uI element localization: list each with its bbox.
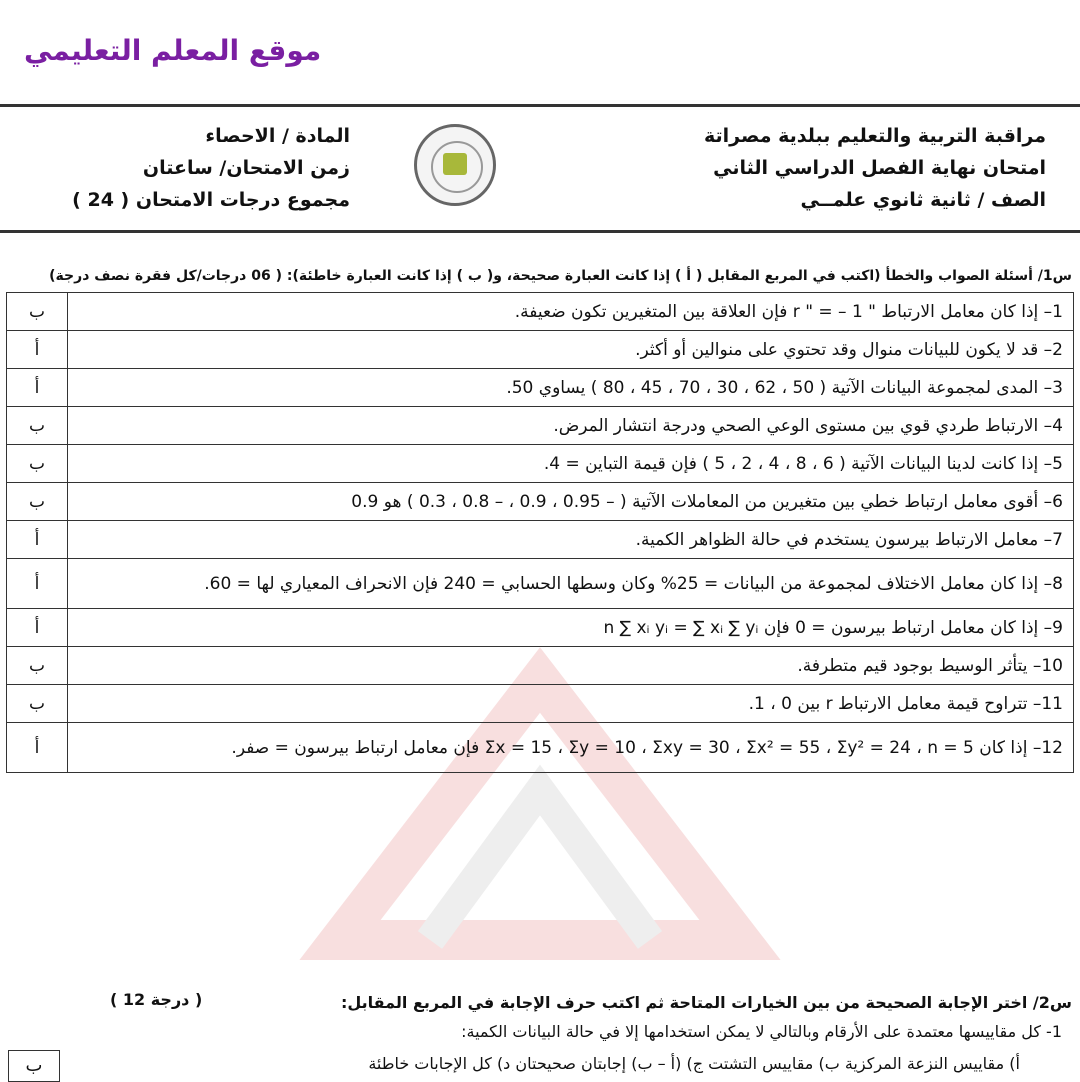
- statement-text: قد لا يكون للبيانات منوال وقد تحتوي على منوالين أو أكثر.: [635, 339, 1039, 360]
- statement-number: 6: [1052, 491, 1063, 512]
- statement-text: إذا كان معامل ارتباط بيرسون = 0 فإن n ∑ xᵢ yᵢ = ∑ xᵢ ∑ yᵢ: [603, 617, 1039, 638]
- header-left-block: [30, 120, 350, 216]
- header-total-marks: مجموع درجات الامتحان ( 24 ): [72, 189, 350, 211]
- statement-text: يتأثر الوسيط بوجود قيم متطرفة.: [797, 655, 1028, 676]
- answer-cell[interactable]: أ: [7, 723, 68, 773]
- table-row: [7, 331, 1074, 369]
- q2-instructions: س2/ اختر الإجابة الصحيحة من بين الخيارات المتاحة ثم اكتب حرف الإجابة في المربع المقابل:: [340, 993, 1072, 1012]
- answer-cell[interactable]: ب: [7, 407, 68, 445]
- header-right-block: [704, 120, 1046, 216]
- answer-cell[interactable]: ب: [7, 647, 68, 685]
- table-row: [7, 521, 1074, 559]
- table-row: [7, 723, 1074, 773]
- table-row: [7, 609, 1074, 647]
- header-grade: الصف / ثانية ثانوي علمــي: [800, 189, 1046, 211]
- statement-text: إذا كان معامل الاختلاف لمجموعة من البيانات = 25% وكان وسطها الحسابي = 240 فإن الانحراف المعياري لها = 60.: [204, 573, 1039, 594]
- statement-number: 3: [1052, 377, 1063, 398]
- header-exam-title: امتحان نهاية الفصل الدراسي الثاني: [713, 157, 1046, 179]
- answer-cell[interactable]: أ: [7, 369, 68, 407]
- statement-text: أقوى معامل ارتباط خطي بين متغيرين من المعاملات الآتية ( – 0.95 ، 0.9 ، – 0.8 ، 0.3 ) هو 0.9: [351, 491, 1039, 512]
- statement-number: 9: [1052, 617, 1063, 638]
- answer-cell[interactable]: أ: [7, 559, 68, 609]
- q2-options-1: أ) مقاييس النزعة المركزية ب) مقاييس التشتت ج) (أ – ب) إجابتان صحيحتان د) كل الإجابات خاطئة: [368, 1054, 1020, 1073]
- table-row: [7, 559, 1074, 609]
- answer-cell[interactable]: أ: [7, 609, 68, 647]
- statement-cell: 1– إذا كان معامل الارتباط " r " = – 1 فإن العلاقة بين المتغيرين تكون ضعيفة.: [68, 293, 1074, 331]
- answer-cell[interactable]: أ: [7, 521, 68, 559]
- statement-text: المدى لمجموعة البيانات الآتية ( 50 ، 62 ، 30 ، 70 ، 45 ، 80 ) يساوي 50.: [506, 377, 1039, 398]
- statement-cell: 6– أقوى معامل ارتباط خطي بين متغيرين من المعاملات الآتية ( – 0.95 ، 0.9 ، – 0.8 ، 0.3 ) هو 0.9: [68, 483, 1074, 521]
- statement-number: 5: [1052, 453, 1063, 474]
- statement-cell: 7– معامل الارتباط بيرسون يستخدم في حالة الظواهر الكمية.: [68, 521, 1074, 559]
- answer-cell[interactable]: أ: [7, 331, 68, 369]
- statement-cell: 9– إذا كان معامل ارتباط بيرسون = 0 فإن n ∑ xᵢ yᵢ = ∑ xᵢ ∑ yᵢ: [68, 609, 1074, 647]
- statement-number: 1: [1052, 301, 1063, 322]
- answer-cell[interactable]: ب: [7, 293, 68, 331]
- table-row: [7, 445, 1074, 483]
- table-row: [7, 685, 1074, 723]
- school-logo-icon: [414, 124, 496, 206]
- site-title: موقع المعلم التعليمي: [24, 34, 322, 67]
- q2-answer-box-1[interactable]: ب: [8, 1050, 60, 1082]
- statement-text: إذا كان Σx = 15 ، Σy = 10 ، Σxy = 30 ، Σx² = 55 ، Σy² = 24 ، n = 5 فإن معامل ارتباط بيرسون = صفر.: [231, 737, 1028, 758]
- q1-instructions: س1/ أسئلة الصواب والخطأ (اكتب في المربع المقابل ( أ ) إذا كانت العبارة صحيحة، و( ب ) إذا كانت العبارة خاطئة): ( 06 درجات/كل فقرة نصف درجة): [49, 268, 1072, 284]
- statement-number: 4: [1052, 415, 1063, 436]
- statement-text: معامل الارتباط بيرسون يستخدم في حالة الظواهر الكمية.: [635, 529, 1039, 550]
- statement-number: 10: [1041, 655, 1063, 676]
- header-directorate: مراقبة التربية والتعليم ببلدية مصراتة: [703, 125, 1046, 147]
- statement-cell: 12– إذا كان Σx = 15 ، Σy = 10 ، Σxy = 30 ، Σx² = 55 ، Σy² = 24 ، n = 5 فإن معامل ارتباط بيرسون = صفر.: [68, 723, 1074, 773]
- statement-cell: 11– تتراوح قيمة معامل الارتباط r بين 0 ، 1.: [68, 685, 1074, 723]
- table-row: [7, 407, 1074, 445]
- answer-cell[interactable]: ب: [7, 483, 68, 521]
- statement-cell: 3– المدى لمجموعة البيانات الآتية ( 50 ، 62 ، 30 ، 70 ، 45 ، 80 ) يساوي 50.: [68, 369, 1074, 407]
- statement-cell: 10– يتأثر الوسيط بوجود قيم متطرفة.: [68, 647, 1074, 685]
- table-row: [7, 483, 1074, 521]
- answer-cell[interactable]: ب: [7, 685, 68, 723]
- statement-text: الارتباط طردي قوي بين مستوى الوعي الصحي ودرجة انتشار المرض.: [553, 415, 1039, 436]
- answer-cell[interactable]: ب: [7, 445, 68, 483]
- statement-number: 2: [1052, 339, 1063, 360]
- header-bottom-divider: [0, 230, 1080, 233]
- statement-number: 11: [1041, 693, 1063, 714]
- table-row: [7, 369, 1074, 407]
- statement-number: 8: [1052, 573, 1063, 594]
- statement-cell: 5– إذا كانت لدينا البيانات الآتية ( 6 ، 8 ، 4 ، 2 ، 5 ) فإن قيمة التباين = 4.: [68, 445, 1074, 483]
- exam-header: [0, 108, 1080, 218]
- statement-text: تتراوح قيمة معامل الارتباط r بين 0 ، 1.: [748, 693, 1028, 714]
- table-row: [7, 647, 1074, 685]
- header-subject: المادة / الاحصاء: [205, 125, 350, 147]
- header-top-divider: [0, 104, 1080, 107]
- statement-text: إذا كان معامل الارتباط " r " = – 1 فإن العلاقة بين المتغيرين تكون ضعيفة.: [514, 301, 1039, 322]
- statement-cell: 2– قد لا يكون للبيانات منوال وقد تحتوي على منوالين أو أكثر.: [68, 331, 1074, 369]
- statement-cell: 8– إذا كان معامل الاختلاف لمجموعة من البيانات = 25% وكان وسطها الحسابي = 240 فإن الانحراف المعياري لها = 60.: [68, 559, 1074, 609]
- statement-number: 7: [1052, 529, 1063, 550]
- header-duration: زمن الامتحان/ ساعتان: [142, 157, 350, 179]
- statement-number: 12: [1041, 737, 1063, 758]
- q2-score: ( 12 درجة ): [110, 990, 203, 1009]
- table-row: [7, 293, 1074, 331]
- q2-item-1: 1- كل مقاييسها معتمدة على الأرقام وبالتالي لا يمكن استخدامها إلا في حالة البيانات الكمية:: [461, 1022, 1062, 1041]
- q1-table: [6, 292, 1074, 773]
- statement-cell: 4– الارتباط طردي قوي بين مستوى الوعي الصحي ودرجة انتشار المرض.: [68, 407, 1074, 445]
- statement-text: إذا كانت لدينا البيانات الآتية ( 6 ، 8 ، 4 ، 2 ، 5 ) فإن قيمة التباين = 4.: [543, 453, 1039, 474]
